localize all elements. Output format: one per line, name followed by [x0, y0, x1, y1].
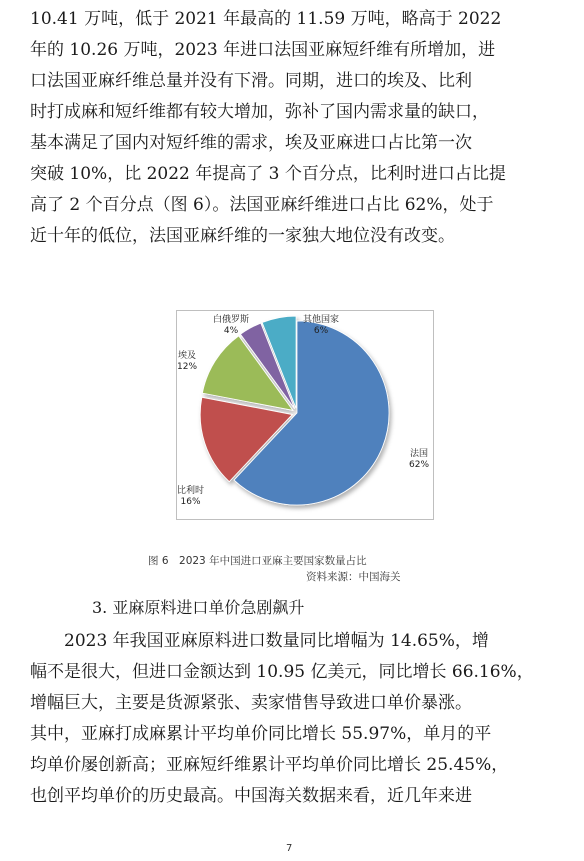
- text-line: 均单价屡创新高；亚麻短纤维累计平均单价同比增长 25.45%，: [30, 755, 509, 775]
- slice-label-text: 法国: [410, 449, 429, 459]
- slice-value-text: 4%: [223, 326, 239, 336]
- text-line: 其中，亚麻打成麻累计平均单价同比增长 55.97%，单月的平: [30, 724, 492, 744]
- slice-value-text: 6%: [313, 326, 329, 336]
- text-line: 时打成麻和短纤维都有较大增加，弥补了国内需求量的缺口，: [30, 102, 489, 122]
- text-line: 高了 2 个百分点（图 6）。法国亚麻纤维进口占比 62%，处于: [30, 195, 494, 215]
- text-line: 增幅巨大，主要是货源紧张、卖家惜售导致进口单价暴涨。: [30, 693, 472, 713]
- pie-chart-svg: [177, 311, 433, 519]
- text-line: 突破 10%，比 2022 年提高了 3 个百分点，比利时进口占比提: [30, 164, 506, 184]
- text-line: 近十年的低位，法国亚麻纤维的一家独大地位没有改变。: [30, 226, 455, 246]
- slice-label-text: 埃及: [178, 351, 197, 361]
- text-line: 2023 年我国亚麻原料进口数量同比增幅为 14.65%，增: [64, 631, 489, 651]
- slice-label-belarus: [213, 315, 249, 337]
- slice-label-belgium: [177, 486, 204, 508]
- text-line: 年的 10.26 万吨，2023 年进口法国亚麻短纤维有所增加，进: [30, 40, 496, 60]
- body-paragraph-2: [30, 626, 562, 812]
- page-number: 7: [286, 843, 293, 854]
- slice-label-text: 比利时: [177, 486, 205, 496]
- figure-source: 资料来源：中国海关: [306, 571, 401, 583]
- text-line: 基本满足了国内对短纤维的需求，埃及亚麻进口占比第一次: [30, 133, 472, 153]
- slice-value-text: 16%: [180, 497, 201, 507]
- slice-label-egypt: [177, 351, 197, 373]
- slice-label-others: [303, 315, 339, 337]
- section-heading: 3. 亚麻原料进口单价急剧飙升: [92, 598, 305, 617]
- slice-value-text: 62%: [409, 460, 430, 470]
- slice-label-france: [409, 449, 429, 471]
- pie-chart: [176, 310, 434, 520]
- slice-label-text: 白俄罗斯: [213, 315, 250, 325]
- text-line: 10.41 万吨，低于 2021 年最高的 11.59 万吨，略高于 2022: [30, 9, 502, 29]
- text-line: 口法国亚麻纤维总量并没有下滑。同期，进口的埃及、比利: [30, 71, 472, 91]
- text-line: 幅不是很大，但进口金额达到 10.95 亿美元，同比增长 66.16%，: [30, 662, 534, 682]
- slice-label-text: 其他国家: [303, 315, 340, 325]
- body-paragraph-1: [30, 4, 562, 252]
- figure-caption: 图 6 2023 年中国进口亚麻主要国家数量占比: [148, 555, 367, 567]
- text-line: 也创平均单价的历史最高。中国海关数据来看，近几年来进: [30, 786, 472, 806]
- slice-value-text: 12%: [177, 362, 198, 372]
